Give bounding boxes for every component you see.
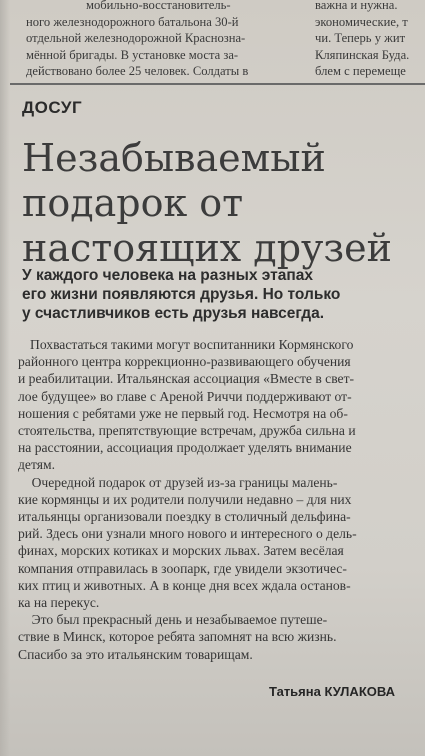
body-line: Очередной подарок от друзей из-за границы малень- — [18, 474, 338, 490]
lead-line: у счастливчиков есть друзья навсегда. — [22, 305, 325, 322]
headline-line: настоящих друзей — [22, 226, 392, 270]
body-line: детям. — [18, 457, 55, 473]
body-line: ких птиц и животных. А в конце дня всех ждала останов- — [18, 577, 351, 593]
body-line: ствие в Минск, которое ребята запомнят на всю жизнь. — [18, 629, 337, 645]
text-line: отдельной железнодорожной Краснозна- — [26, 31, 246, 45]
article-lead — [22, 266, 422, 323]
previous-article-right-column — [315, 0, 425, 80]
body-line: кие кормянцы и их родители получили недавно – для них — [18, 491, 352, 507]
headline-line: подарок от — [22, 181, 244, 225]
body-line: Похвастаться такими могут воспитанники Кормянского — [30, 337, 354, 352]
body-line: районного центра коррекционно-развивающего обучения — [18, 354, 351, 370]
body-line: рий. Здесь они узнали много нового и интересного о дель- — [18, 526, 357, 542]
body-line: лое будущее» во главе с Ареной Риччи поддерживают от- — [18, 388, 352, 404]
body-line: финах, морских котиках и морских львах. Затем весёлая — [18, 543, 344, 559]
body-line: ка на перекус. — [18, 595, 100, 611]
body-line: Это был прекрасный день и незабываемое путеше- — [18, 612, 328, 628]
text-line: блем с перемеще — [315, 64, 406, 78]
section-divider — [10, 83, 425, 85]
section-label: ДОСУГ — [22, 98, 83, 117]
text-line: экономические, т — [315, 14, 408, 29]
text-line: ного железнодорожного батальона 30-й — [26, 14, 239, 29]
body-line: на расстоянии, ассоциация продолжает уделять внимание — [18, 440, 352, 456]
body-line: итальянцы организовали поездку в столичный дельфина- — [18, 509, 351, 525]
body-line: Спасибо за это итальянским товарищам. — [18, 646, 253, 662]
text-line: мённой бригады. В установке моста за- — [26, 47, 239, 62]
lead-line: У каждого человека на разных этапах — [22, 267, 313, 284]
author-byline: Татьяна КУЛАКОВА — [268, 684, 395, 699]
article-body — [18, 336, 413, 663]
article-headline — [22, 136, 422, 271]
previous-article-fragment — [0, 0, 425, 82]
text-line: чи. Теперь у жит — [315, 31, 406, 45]
text-line: мобильно-восстановитель- — [86, 0, 231, 12]
body-line: стоятельства, препятствующие встречам, дружба сильна и — [18, 423, 356, 439]
lead-line: его жизни появляются друзья. Но только — [22, 286, 341, 303]
text-line: действовано более 25 человек. Солдаты в — [26, 64, 249, 78]
headline-line: Незабываемый — [22, 136, 326, 180]
body-line: и реабилитации. Итальянская ассоциация «Вместе в свет- — [18, 371, 355, 387]
body-line: компания отправилась в зоопарк, где увидели экзотичес- — [18, 560, 347, 576]
text-line: важна и нужна. — [315, 0, 398, 12]
body-line: ношения с ребятами уже не первый год. Несмотря на об- — [18, 405, 348, 421]
page-edge-shadow — [0, 0, 10, 756]
text-line: Кляпинская Буда. — [315, 47, 410, 62]
previous-article-left-column — [26, 0, 306, 80]
